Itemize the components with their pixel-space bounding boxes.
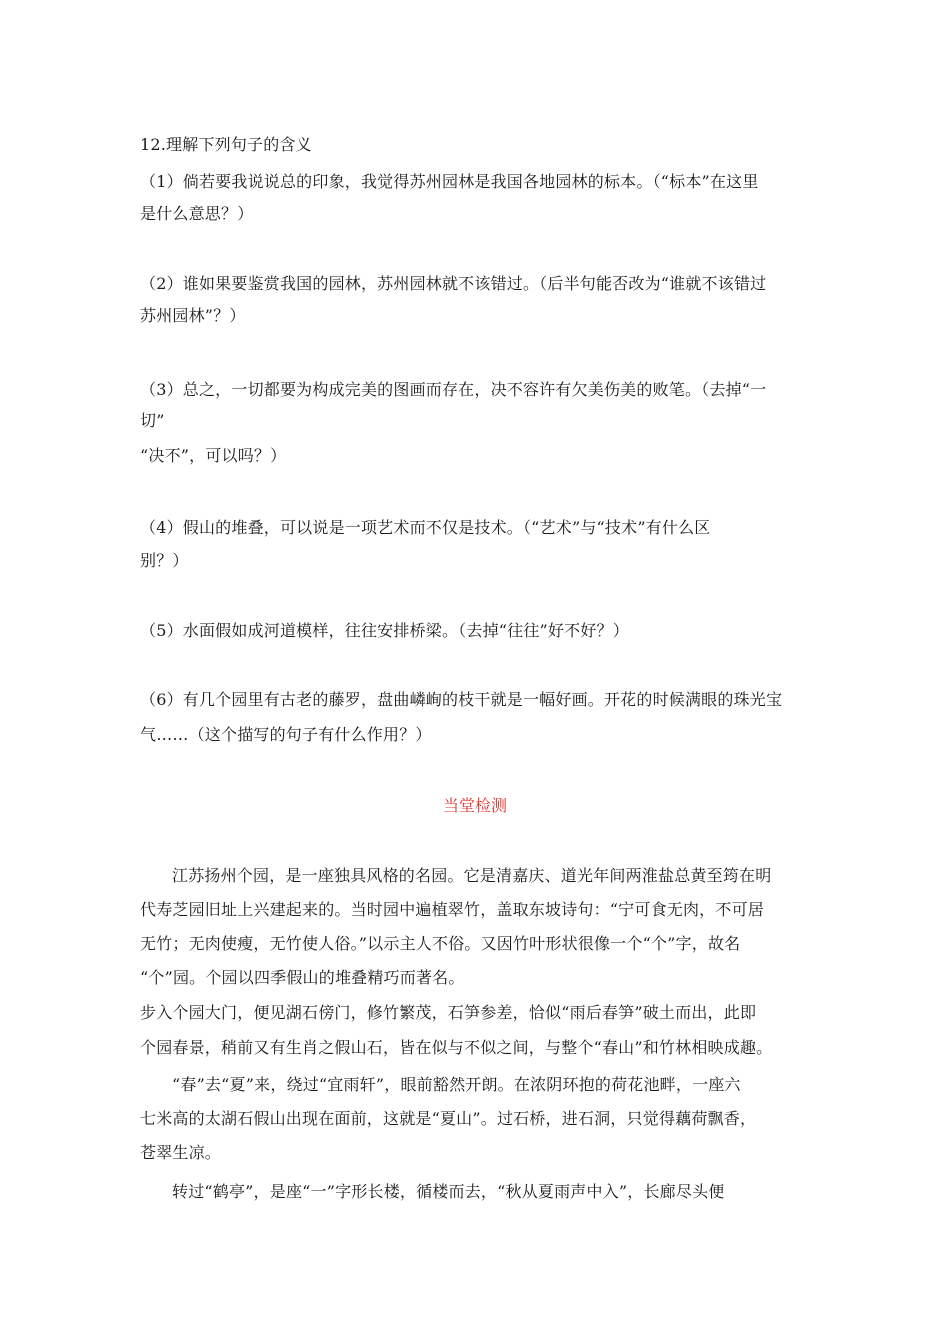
question-text-line: 气……（这个描写的句子有什么作用？） [140,725,432,744]
question-text-line: 切” [140,411,165,430]
passage-line: 转过“鹤亭”，是座“一”字形长楼，循楼而去，“秋从夏雨声中入”，长廊尽头便 [172,1182,725,1201]
passage-line: 无竹；无肉使瘦，无竹使人俗。”以示主人不俗。又因竹叶形状很像一个“个”字，故名 [140,934,741,953]
question-text-line: （6）有几个园里有古老的藤罗，盘曲嶙峋的枝干就是一幅好画。开花的时候满眼的珠光宝 [140,690,783,709]
question-text-line: （2）谁如果要鉴赏我国的园林，苏州园林就不该错过。（后半句能否改为“谁就不该错过 [140,274,767,293]
question-text-line: 是什么意思？） [140,204,254,223]
passage-line: 个园春景，稍前又有生肖之假山石，皆在似与不似之间，与整个“春山”和竹林相映成趣。 [140,1038,773,1057]
passage-line: “个”园。个园以四季假山的堆叠精巧而著名。 [140,968,465,987]
question-text-line: “决不”，可以吗？） [140,446,287,465]
passage-line: 江苏扬州个园，是一座独具风格的名园。它是清嘉庆、道光年间两淮盐总黄至筠在明 [172,866,772,885]
section-title: 当堂检测 [442,796,507,815]
question-text-line: （4）假山的堆叠，可以说是一项艺术而不仅是技术。（“艺术”与“技术”有什么区 [140,518,711,537]
question-text-line: （3）总之，一切都要为构成完美的图画而存在，决不容许有欠美伤美的败笔。（去掉“一 [140,380,767,399]
passage-line: 苍翠生凉。 [140,1143,222,1162]
question-text-line: 别？） [140,551,189,570]
passage-line: 七米高的太湖石假山出现在面前，这就是“夏山”。过石桥，进石洞，只觉得藕荷飘香， [140,1109,757,1128]
passage-line: “春”去“夏”来，绕过“宜雨轩”，眼前豁然开朗。在浓阴环抱的荷花池畔，一座六 [172,1075,741,1094]
passage-line: 代寿芝园旧址上兴建起来的。当时园中遍植翠竹，盖取东坡诗句：“宁可食无肉，不可居 [140,900,764,919]
question-heading: 12.理解下列句子的含义 [140,135,312,154]
question-text-line: 苏州园林”？） [140,306,246,325]
question-text-line: （1）倘若要我说说总的印象，我觉得苏州园林是我国各地园林的标本。（“标本”在这里 [140,172,759,191]
passage-line: 步入个园大门，便见湖石傍门，修竹繁茂，石笋参差，恰似“雨后春笋”破土而出，此即 [140,1003,757,1022]
question-text-line: （5）水面假如成河道模样，往往安排桥梁。（去掉“往往”好不好？） [140,621,629,640]
